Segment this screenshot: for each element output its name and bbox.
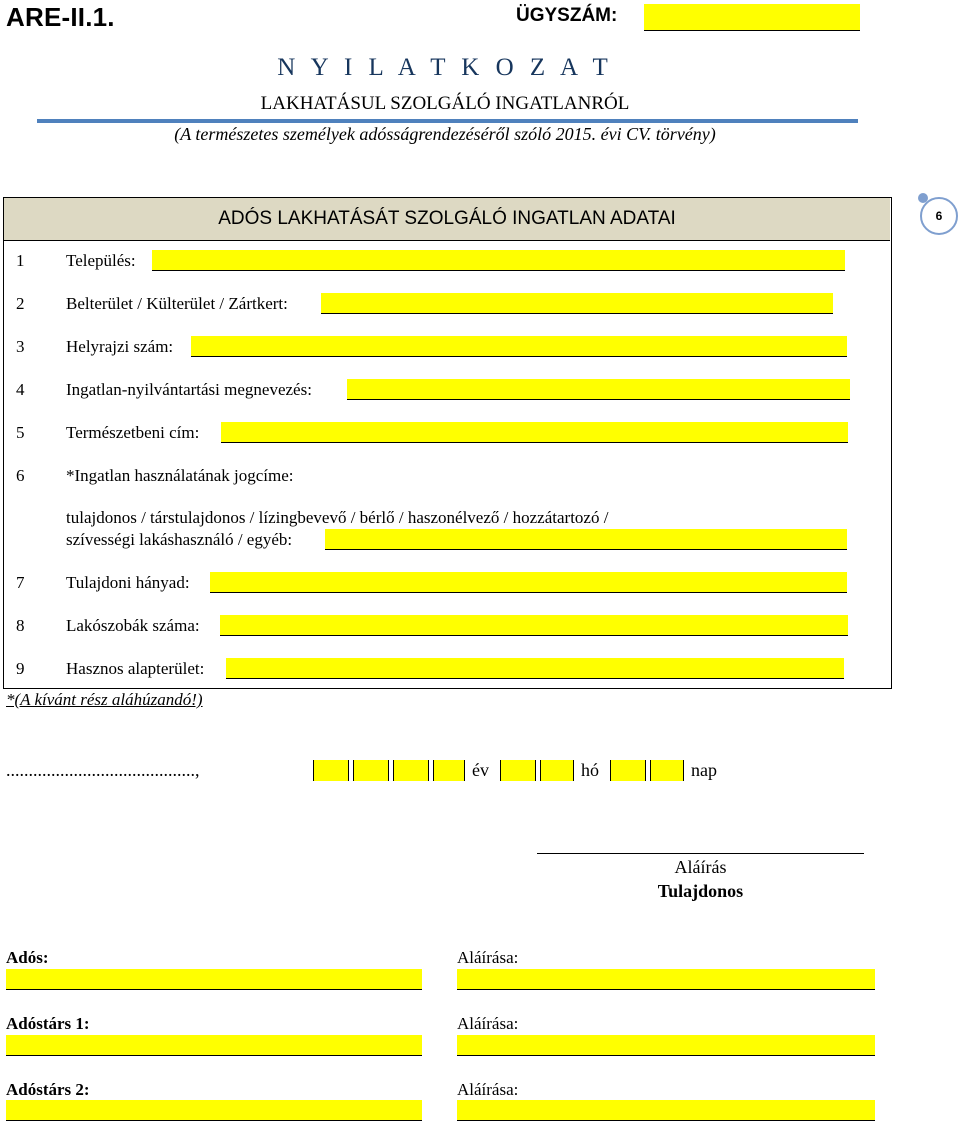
codebtor-2-signature-field[interactable] [457,1100,875,1121]
parcel-number-field[interactable] [191,336,847,357]
signature-label: Aláírás [674,857,727,877]
area-type-label: Belterület / Külterület / Zártkert: [66,294,288,313]
year-label: év [472,760,489,780]
usage-title-label: *Ingatlan használatának jogcíme: [66,466,294,485]
year-digit-2-box[interactable] [353,760,389,781]
codebtor-1-name-field[interactable] [6,1035,422,1056]
row-number: 8 [16,616,25,635]
row-number: 3 [16,337,25,356]
document-title: N Y I L A T K O Z A T [277,54,613,81]
form-code: ARE-II.1. [6,2,115,32]
row-number: 4 [16,380,25,399]
codebtor-1-signature-field[interactable] [457,1035,875,1056]
ownership-share-field[interactable] [210,572,847,593]
month-label: hó [581,760,599,780]
month-digit-1-box[interactable] [500,760,536,781]
usage-other-field[interactable] [325,529,847,550]
debtor-name-field[interactable] [6,969,422,990]
year-digit-4-box[interactable] [433,760,465,781]
settlement-label: Település: [66,251,136,270]
year-digit-1-box[interactable] [313,760,349,781]
table-title: ADÓS LAKHATÁSÁT SZOLGÁLÓ INGATLAN ADATAI [218,208,676,229]
usage-options-line2[interactable]: szívességi lakáshasználó / egyéb: [66,530,293,549]
row-number: 2 [16,294,25,313]
rooms-count-field[interactable] [220,615,848,636]
title-divider [37,119,858,123]
case-number-field[interactable] [644,4,860,31]
owner-signature-line[interactable] [537,853,864,854]
codebtor-2-name-field[interactable] [6,1100,422,1121]
row-number: 1 [16,251,25,270]
case-number-label: ÜGYSZÁM: [516,5,618,26]
day-label: nap [691,760,717,780]
law-reference: (A természetes személyek adósságrendezéséről szóló 2015. évi CV. törvény) [174,124,716,144]
usable-area-label: Hasznos alapterület: [66,659,205,678]
row-number: 9 [16,659,25,678]
codebtor-2-signature-label: Aláírása: [457,1080,519,1099]
area-type-field[interactable] [321,293,833,314]
day-digit-1-box[interactable] [610,760,646,781]
codebtor-2-label: Adóstárs 2: [6,1080,90,1099]
address-label: Természetbeni cím: [66,423,200,442]
debtor-label: Adós: [6,948,49,967]
ownership-share-label: Tulajdoni hányad: [66,573,190,592]
address-field[interactable] [221,422,848,443]
footnote: *(A kívánt rész aláhúzandó!) [6,690,203,709]
settlement-field[interactable] [152,250,845,271]
document-subtitle: LAKHATÁSUL SZOLGÁLÓ INGATLANRÓL [260,93,630,114]
registry-designation-label: Ingatlan-nyilvántartási megnevezés: [66,380,312,399]
page-number-badge: 6 [920,197,958,235]
row-number: 7 [16,573,25,592]
debtor-signature-field[interactable] [457,969,875,990]
place-field[interactable]: .........................................., [6,760,200,780]
usable-area-field[interactable] [226,658,844,679]
month-digit-2-box[interactable] [540,760,574,781]
codebtor-1-label: Adóstárs 1: [6,1014,90,1033]
debtor-signature-label: Aláírása: [457,948,519,967]
parcel-number-label: Helyrajzi szám: [66,337,174,356]
year-digit-3-box[interactable] [393,760,429,781]
row-number: 6 [16,466,25,485]
rooms-count-label: Lakószobák száma: [66,616,200,635]
day-digit-2-box[interactable] [650,760,684,781]
row-number: 5 [16,423,25,442]
usage-options-line1[interactable]: tulajdonos / társtulajdonos / lízingbevevő / bérlő / haszonélvező / hozzátartozó / [66,508,609,527]
registry-designation-field[interactable] [347,379,850,400]
codebtor-1-signature-label: Aláírása: [457,1014,519,1033]
owner-role: Tulajdonos [657,881,744,901]
